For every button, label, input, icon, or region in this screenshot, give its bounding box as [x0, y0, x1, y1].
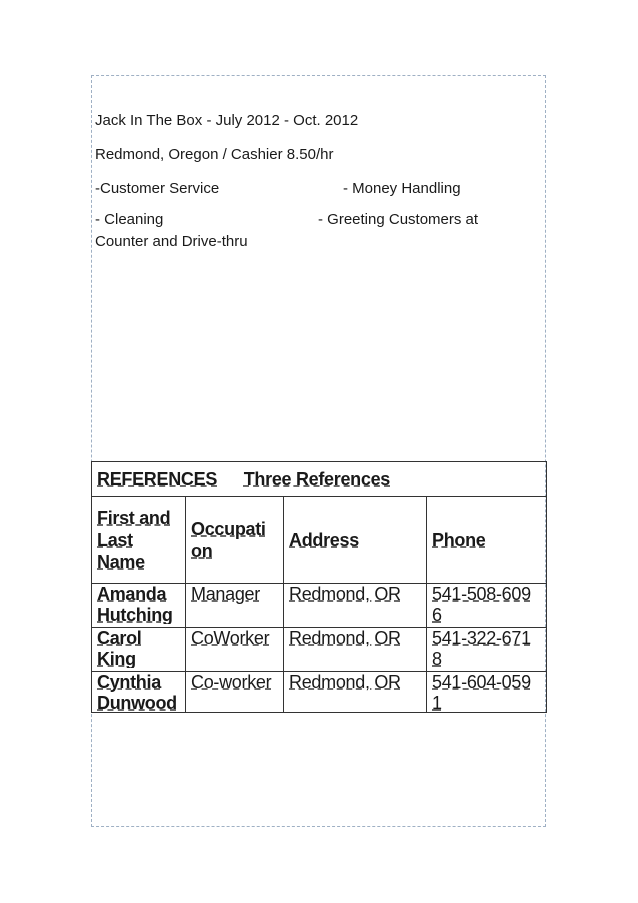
header-occupation: Occupati on — [186, 497, 284, 584]
ref-phone: 541-508-609 6 — [427, 584, 547, 628]
header-phone: Phone — [427, 497, 547, 584]
duty-cleaning: - Cleaning — [95, 211, 164, 228]
ref-phone: 541-322-671 8 — [427, 628, 547, 672]
duty-customer-service: -Customer Service — [95, 180, 220, 197]
job-title-line: Jack In The Box - July 2012 - Oct. 2012 — [95, 112, 359, 129]
header-name: First and Last Name — [92, 497, 186, 584]
ref-name: Cynthia Dunwood — [92, 672, 186, 713]
header-address: Address — [284, 497, 427, 584]
ref-name: Carol King — [92, 628, 186, 672]
duty-greeting-cont: Counter and Drive-thru — [95, 233, 248, 250]
job-location-line: Redmond, Oregon / Cashier 8.50/hr — [95, 146, 334, 163]
table-row — [92, 628, 547, 672]
ref-address: Redmond, OR — [284, 672, 427, 713]
table-row — [92, 672, 547, 713]
duty-money-handling: - Money Handling — [343, 180, 461, 197]
references-title: REFERENCES — [97, 468, 218, 489]
ref-address: Redmond, OR — [284, 584, 427, 628]
table-header-row — [92, 497, 547, 584]
ref-address: Redmond, OR — [284, 628, 427, 672]
references-subtitle: Three References — [243, 468, 391, 489]
table-row — [92, 584, 547, 628]
duty-greeting: - Greeting Customers at — [318, 211, 479, 228]
ref-occupation: Manager — [186, 584, 284, 628]
ref-name: Amanda Hutching — [92, 584, 186, 628]
references-table — [91, 461, 547, 713]
ref-phone: 541-604-059 1 — [427, 672, 547, 713]
references-title-row — [92, 462, 547, 497]
ref-occupation: CoWorker — [186, 628, 284, 672]
ref-occupation: Co-worker — [186, 672, 284, 713]
